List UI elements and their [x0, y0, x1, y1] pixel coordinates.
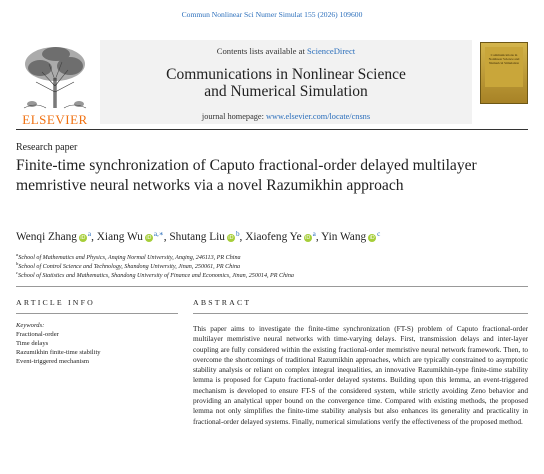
- orcid-icon[interactable]: iD: [305, 235, 311, 241]
- contents-prefix: Contents lists available at: [216, 46, 307, 56]
- tree-icon: [16, 42, 94, 110]
- journal-title-line1: Communications in Nonlinear Science: [166, 66, 406, 83]
- orcid-icon[interactable]: iD: [228, 235, 234, 241]
- abstract-heading: ABSTRACT: [193, 298, 252, 307]
- article-title: Finite-time synchronization of Caputo fractional-order delayed multilayer memristive neural networks via a novel Razumikhin approach: [16, 157, 477, 194]
- affiliation-sup: c: [16, 270, 19, 275]
- author-affil-sup[interactable]: a: [87, 230, 92, 238]
- sciencedirect-link[interactable]: ScienceDirect: [307, 46, 356, 56]
- affiliation: [16, 252, 241, 261]
- keyword: Razumikhin finite-time stability: [16, 349, 101, 356]
- author-name[interactable]: Xiang Wu: [96, 231, 143, 243]
- author-name[interactable]: Shutang Liu: [169, 231, 225, 243]
- article-info-rule: [16, 313, 178, 314]
- homepage-link[interactable]: www.elsevier.com/locate/cnsns: [265, 112, 371, 121]
- keyword: Event-triggered mechanism: [16, 358, 90, 365]
- affiliation: [16, 270, 294, 279]
- journal-citation[interactable]: Commun Nonlinear Sci Numer Simulat 155 (2026) 109600: [181, 10, 363, 19]
- cover-title: Communications in Nonlinear Science and Numerical Simulation: [488, 53, 520, 65]
- orcid-icon[interactable]: iD: [146, 235, 152, 241]
- homepage-prefix: journal homepage:: [201, 112, 266, 121]
- author-list: Wenqi Zhang iD $^a$, Xiang Wu iD $^{a,∗}$, Shutang Liu iD $^b$, Xiaofeng Ye iD $^a$, Yin Wang iD $^c$: [16, 230, 381, 243]
- article-info-heading: ARTICLE INFO: [16, 298, 95, 307]
- abstract-rule: [193, 313, 528, 314]
- affiliation-text: School of Mathematics and Physics, Anqing Normal University, Anqing, 246113, PR China: [18, 255, 241, 262]
- journal-title[interactable]: [100, 66, 472, 100]
- abstract-text: This paper aims to investigate the finite-time synchronization (FT-S) problem of Caputo fractional-order multilayer memristive neural networks with time-varying delays. First, transmission delays and inter-layer coupling are fully considered within the existing fractional-order memristive neural network framework. Then, to overcome the shortcomings of traditional Razumikhin approaches, which are typically constrained to asymptotic stability analysis or reliant on complex integral inequalities, an innovative Razumikhin-type finite-time stability lemma is proposed for Caputo fractional-order delayed systems. Building upon this lemma, an event-triggered mechanism is developed to ensure FT-S of the considered system, while strictly avoiding Zeno behavior and providing an analytical upper bound on the convergence time. Compared with existing methods, the proposed lemma not only simplifies the finite-time stability analysis but also enhances its generality and practicality in fractional-order delayed systems. Finally, numerical simulations verify the effectiveness of the proposed method.: [193, 324, 528, 426]
- affiliation: [16, 261, 240, 270]
- affiliation-text: School of Control Science and Technology, Shandong University, Jinan, 250061, PR China: [18, 264, 241, 271]
- header-divider: [16, 129, 528, 130]
- elsevier-tree-logo[interactable]: [16, 42, 94, 127]
- author-name[interactable]: Wenqi Zhang: [16, 231, 77, 243]
- journal-cover-thumbnail[interactable]: [480, 42, 528, 104]
- publisher-name: ELSEVIER: [22, 112, 88, 127]
- affiliation-sup: a: [16, 252, 19, 257]
- journal-homepage: [100, 112, 472, 121]
- journal-header: [16, 40, 528, 127]
- cover-panel: [485, 47, 523, 87]
- keyword: Fractional-order: [16, 331, 59, 338]
- affiliation-text: School of Statistics and Mathematics, Shandong University of Finance and Economics, Jinan, 250014, PR China: [18, 273, 294, 280]
- journal-banner: [100, 40, 472, 124]
- author-name[interactable]: Yin Wang: [321, 231, 367, 243]
- author-affil-sup[interactable]: b: [235, 230, 240, 238]
- author-affil-sup[interactable]: a: [312, 230, 316, 238]
- orcid-icon[interactable]: iD: [80, 235, 86, 241]
- author-affil-sup[interactable]: a,∗: [153, 230, 164, 238]
- contents-line: [100, 46, 472, 56]
- author-affil-sup[interactable]: c: [377, 230, 381, 238]
- journal-title-line2: and Numerical Simulation: [204, 83, 368, 100]
- keyword: Time delays: [16, 340, 49, 347]
- orcid-icon[interactable]: iD: [369, 235, 375, 241]
- affiliation-divider: [16, 286, 528, 287]
- keywords-label: Keywords:: [16, 322, 45, 329]
- affiliation-sup: b: [16, 261, 19, 266]
- article-type: Research paper: [16, 142, 78, 153]
- author-name[interactable]: Xiaofeng Ye: [245, 231, 302, 243]
